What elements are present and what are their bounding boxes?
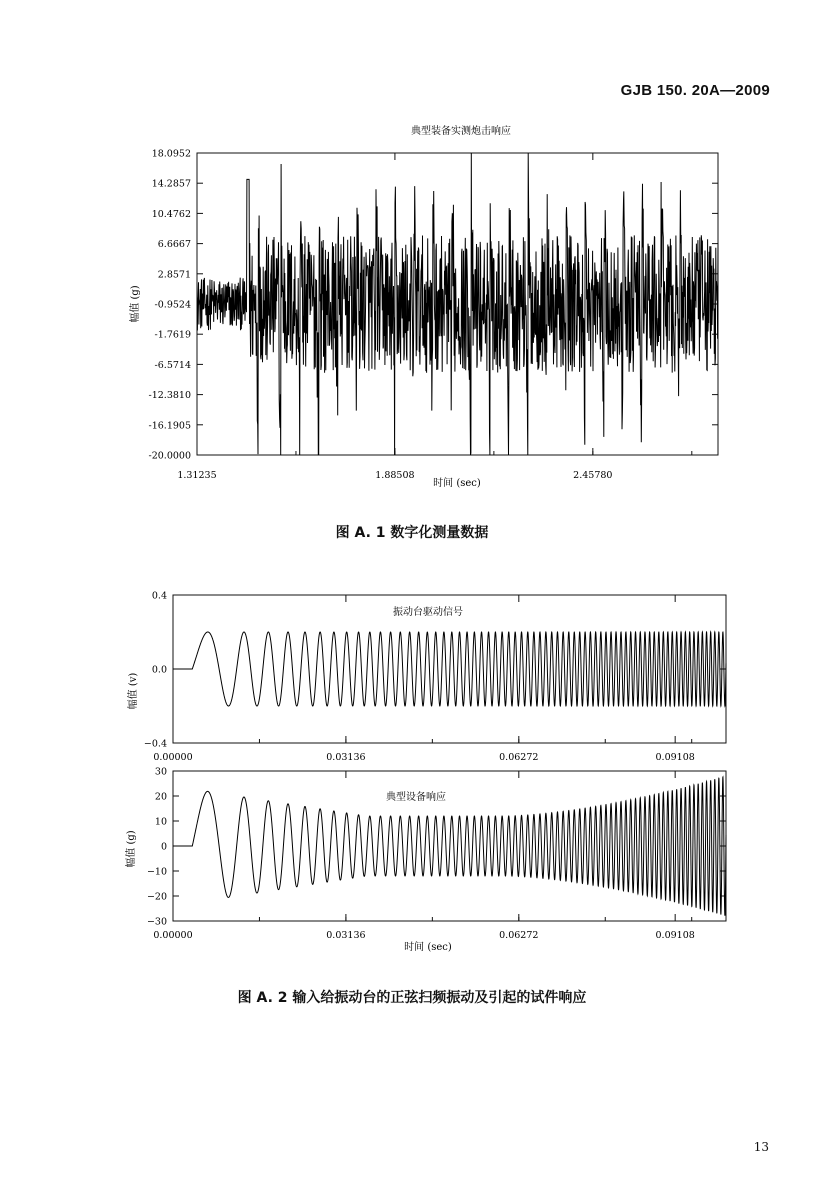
figure-1-y-tick-label: -6.5714 [154,359,191,371]
figure-2-top-chart [126,591,726,764]
figure-1-y-tick-label: 2.8571 [157,269,191,281]
figure-2-top-y-label: 幅值 (v) [128,672,139,710]
figure-1-x-label: 时间 (sec) [433,478,481,489]
figure-1-x-tick-label: 2.45780 [573,470,613,481]
figure-1-y-tick-label: 14.2857 [151,178,191,190]
figure-1-y-tick-label: -20.0000 [148,450,191,462]
figure-2-bottom-y-tick-label: 0 [160,841,167,853]
figure-1-caption: 图 A. 1 数字化测量数据 [335,525,489,541]
figure-1-y-tick-label: 10.4762 [151,208,191,220]
figure-2-bottom-series-line [173,777,726,916]
figure-2-top-series-line [173,632,726,706]
figure-1-title: 典型装备实测炮击响应 [411,126,511,137]
figure-2-bottom-y-tick-label: 20 [154,791,167,803]
figure-2-bottom-x-tick-label: 0.03136 [326,930,366,941]
page-number: 13 [753,1140,769,1154]
figure-2-bottom-y-tick-label: 30 [154,766,167,778]
figure-1-x-tick-label: 1.88508 [375,470,415,481]
figure-1-y-tick-label: -16.1905 [148,420,191,432]
figure-1-x-tick-label: 1.31235 [177,470,217,481]
figure-2-caption: 图 A. 2 输入给振动台的正弦扫频振动及引起的试件响应 [237,990,587,1006]
figure-2-top-x-tick-label: 0.09108 [655,752,695,763]
figure-2-bottom-y-tick-label: −10 [146,866,167,878]
figure-2-top-y-tick-label: 0.4 [151,590,167,602]
figure-1-y-tick-label: 18.0952 [151,148,191,160]
document-code: GJB 150. 20A—2009 [620,82,770,99]
figure-2-top-x-tick-label: 0.00000 [153,752,193,763]
figure-2-bottom-y-tick-label: −20 [146,891,167,903]
figure-2-top-x-axis [153,595,694,763]
figure-2-bottom-x-tick-label: 0.06272 [499,930,539,941]
figure-1-y-label: 幅值 (g) [130,285,141,323]
figure-2-top-title: 振动台驱动信号 [393,607,463,618]
figure-2-bottom-y-label: 幅值 (g) [126,830,137,868]
figure-1-y-tick-label: 6.6667 [157,239,191,251]
figure-2-bottom-x-tick-label: 0.00000 [153,930,193,941]
figure-1-chart [128,124,718,489]
figure-2-top-y-tick-label: −0.4 [143,738,167,750]
figure-2-bottom-x-tick-label: 0.09108 [655,930,695,941]
figure-1-series-line [197,153,718,455]
figure-2-top-y-tick-label: 0.0 [151,664,167,676]
figure-2-top-x-tick-label: 0.03136 [326,752,366,763]
figure-1-y-tick-label: -0.9524 [154,299,191,311]
figure-1-y-tick-label: -12.3810 [148,390,191,402]
figure-2-bottom-title: 典型设备响应 [386,792,446,803]
figure-2-bottom-y-tick-label: −30 [146,916,167,928]
figure-2-bottom-x-label: 时间 (sec) [404,942,452,953]
figure-2-top-x-tick-label: 0.06272 [499,752,539,763]
figure-2-bottom-y-tick-label: 10 [154,816,167,828]
figure-2-bottom-chart [124,767,726,954]
figure-1-y-tick-label: -1.7619 [154,329,191,341]
